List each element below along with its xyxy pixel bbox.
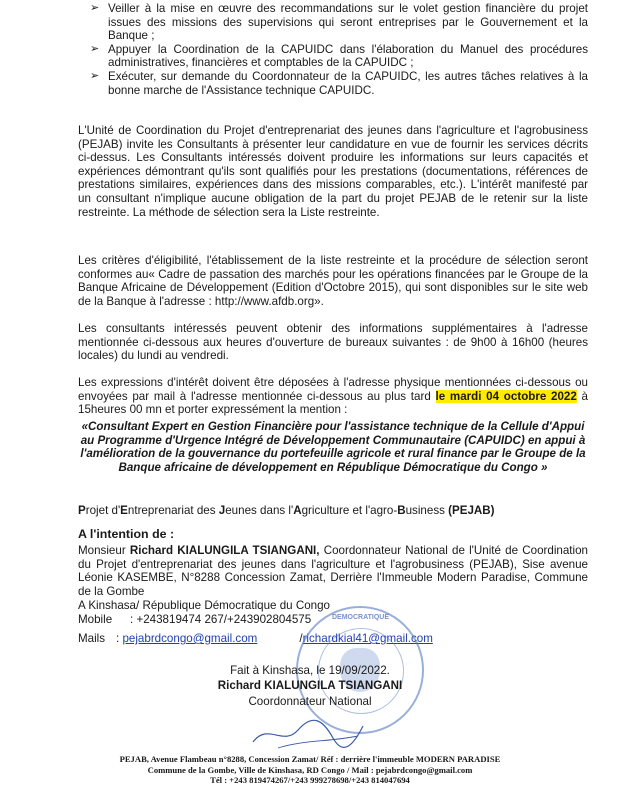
attention-title: A l'intention de : — [78, 527, 175, 541]
signature-scribble — [248, 712, 368, 752]
bullet-item: ➢ Exécuter, sur demande du Coordonnateur de la CAPUIDC, les autres tâches relatives à la bonne marche de l'Assistance technique CAPUIDC. — [90, 69, 588, 97]
city-line: A Kinshasa/ République Démocratique du Congo — [78, 599, 331, 612]
paragraph-information: Les consultants intéressés peuvent obtenir des informations supplémentaires à l'adresse mentionnée ci-dessous aux heures d'ouverture de bureaux suivantes : de 9h00 à 16h00 (heures locales) du lundi au vendredi. — [78, 322, 588, 363]
mobile-line: Mobile : +243819474 267/+243902804575 — [78, 613, 312, 626]
place-date: Fait à Kinshasa, le 19/09/2022. — [230, 664, 390, 677]
mails-line: Mails : pejabrdcongo@gmail.com /richardkial41@gmail.com — [78, 632, 433, 645]
paragraph-invitation: L'Unité de Coordination du Projet d'entreprenariat des jeunes dans l'agriculture et l'agrobusiness (PEJAB) invite les Consultants à présenter leur candidature en vue de fournir les services décrits ci-dessus. Les Consultants intéressés doivent produire les informations sur leurs capacités et expériences démontrant qu'ils sont qualifiés pour les prestations (documentations, références de prestations similaires, expériences dans des missions comparables, etc.). L'intérêt manifesté par un consultant n'implique aucune obligation de la part du projet PEJAB de le retenir sur la liste restreinte. La méthode de sélection sera la Liste restreinte. — [78, 124, 588, 219]
email-link[interactable]: pejabrdcongo@gmail.com — [122, 632, 258, 645]
project-name: Projet d'Entreprenariat des Jeunes dans l'Agriculture et l'agro-Business (PEJAB) — [78, 504, 495, 517]
mention-text: «Consultant Expert en Gestion Financière pour l'assistance technique de la Cellule d'Appui au Programme d'Urgence Intégré de Développement Communautaire (CAPUIDC) en appui à l'amélioration de la gouvernance du portefeuille agricole et rural finance par le Groupe de la Banque africaine de développement en République Démocratique du Congo » — [80, 420, 586, 474]
paragraph-criteria: Les critères d'éligibilité, l'établissement de la liste restreinte et la procédure de sélection seront conformes au« Cadre de passation des marchés pour les opérations financées par le Groupe de la Banque Africaine de Développement (Edition d'Octobre 2015), qui sont disponibles sur le site web de la Banque à l'adresse : http://www.afdb.org». — [78, 254, 588, 308]
recipient-name: Richard KIALUNGILA TSIANGANI, — [129, 544, 320, 557]
arrow-bullet-icon: ➢ — [90, 69, 100, 82]
arrow-bullet-icon: ➢ — [90, 2, 100, 14]
bullet-item: ➢ Veiller à la mise en œuvre des recommandations sur le volet gestion financière du projet issues des missions des supervisions qui seront entreprises par le Gouvernement et la Banque ; — [90, 2, 588, 43]
signatory-name: Richard KIALUNGILA TSIANGANI — [217, 679, 403, 692]
bullet-item: ➢ Appuyer la Coordination de la CAPUIDC dans l'élaboration du Manuel des procédures administratives, financières et comptables de la CAPUIDC ; — [90, 42, 588, 70]
arrow-bullet-icon: ➢ — [90, 42, 100, 55]
deadline-date: le mardi 04 octobre 2022 — [435, 389, 577, 403]
footer: PEJAB, Avenue Flambeau n°8288, Concession Zamat/ Réf : derrière l'immeuble MODERN PARADISE Commune de la Gombe, Ville de Kinshasa, RD Congo / Mail : pejabrdcongo@gmail.com Tél : +243 819474267/+243 999278698/+243 814047694 — [119, 754, 501, 785]
signatory-role: Coordonnateur National — [248, 695, 372, 708]
email-link[interactable]: richardkial41@gmail.com — [302, 632, 433, 645]
address-block: Monsieur Richard KIALUNGILA TSIANGANI, Coordonnateur National de l'Unité de Coordination du Projet d'entreprenariat des jeunes dans l'agriculture et l'agrobusiness (PEJAB), Sise avenue Léonie KASEMBE, N°8288 Concession Zamat, Derrière l'Immeuble Modern Paradise, Commune de la Gombe — [78, 544, 588, 598]
bullet-list — [90, 2, 588, 97]
official-stamp: DEMOCRATIQUE — [296, 606, 424, 734]
paragraph-deadline: Les expressions d'intérêt doivent être déposées à l'adresse physique mentionnées ci-dessous ou envoyées par mail à l'adresse mentionnée ci-dessous au plus tard le mardi 04 octobre 2022 à 15heures 00 mn et porter expressément la mention : — [78, 376, 588, 417]
